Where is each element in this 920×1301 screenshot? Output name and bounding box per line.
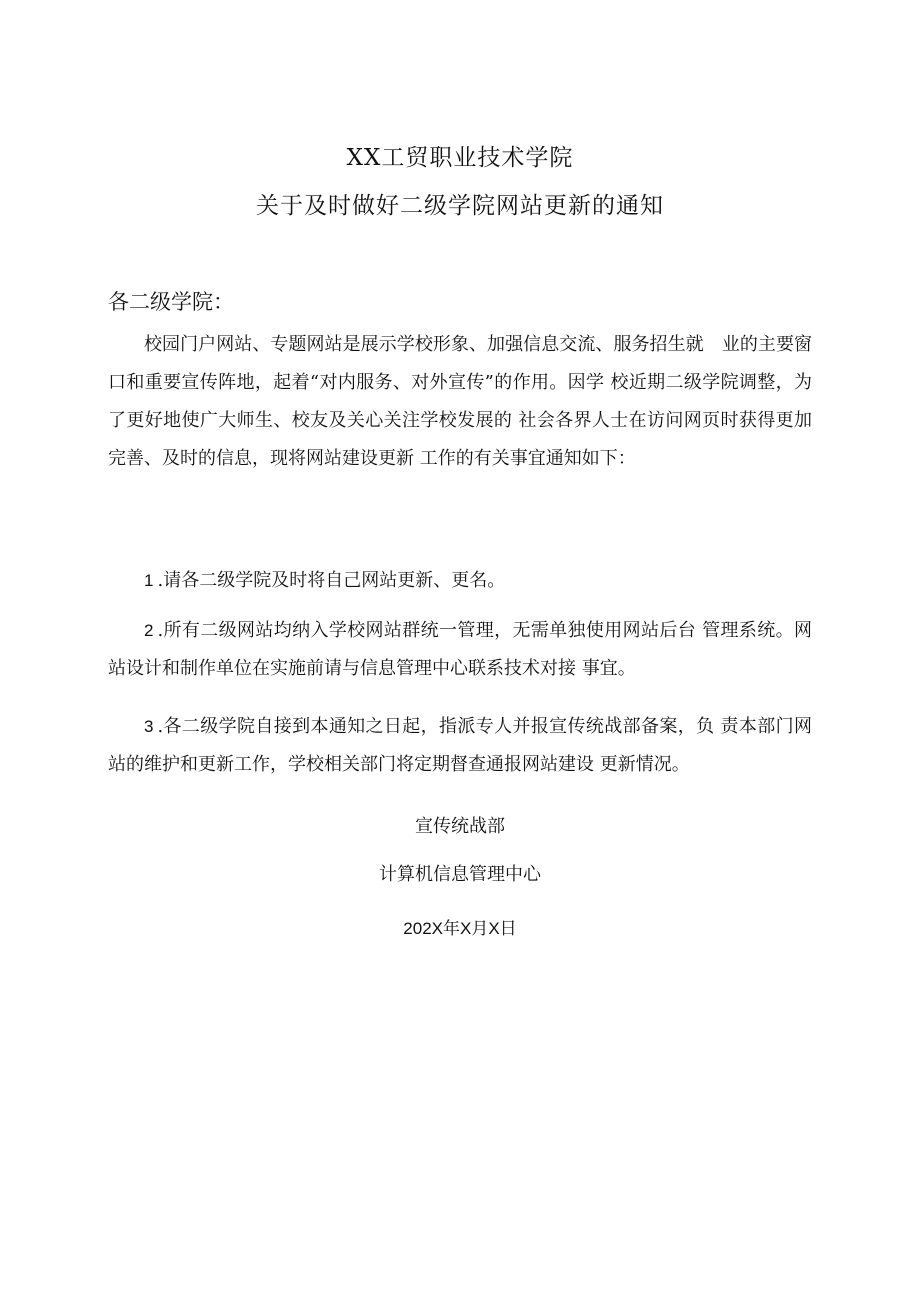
- list-item-1: [108, 562, 812, 600]
- document-date: 202X年X月X日: [403, 919, 517, 938]
- intro-paragraph: 校园门户网站、专题网站是展示学校形象、加强信息交流、服务招生就 业的主要窗口和重要宣传阵地，起着“对内服务、对外宣传”的作用。因学 校近期二级学院调整，为了更好地使广大师生、校友及关心关注学校发展的 社会各界人士在访问网页时获得更加完善、及时的信息，现将网站建设更新 工作的有关事宜通知如下：: [108, 334, 812, 469]
- document-title-institution: XX工贸职业技术学院: [346, 145, 574, 171]
- list-item-text: .所有二级网站均纳入学校网站群统一管理，无需单独使用网站后台 管理系统。网站设计和制作单位在实施前请与信息管理中心联系技术对接 事宜。: [108, 620, 812, 679]
- signatory-publicity-department: 宣传统战部: [415, 816, 505, 837]
- list-item-2: [108, 612, 812, 688]
- document-title-subject: 关于及时做好二级学院网站更新的通知: [256, 193, 664, 219]
- list-item-number: 1: [144, 571, 154, 590]
- salutation: 各二级学院：: [108, 290, 234, 314]
- list-item-number: 2: [144, 621, 154, 640]
- list-item-3: [108, 708, 812, 784]
- signatory-it-center: 计算机信息管理中心: [379, 864, 541, 885]
- list-item-number: 3: [144, 717, 154, 736]
- list-item-text: .各二级学院自接到本通知之日起，指派专人并报宣传统战部备案，负 责本部门网站的维护和更新工作，学校相关部门将定期督查通报网站建设 更新情况。: [108, 716, 812, 775]
- list-item-text: .请各二级学院及时将自己网站更新、更名。: [157, 570, 506, 591]
